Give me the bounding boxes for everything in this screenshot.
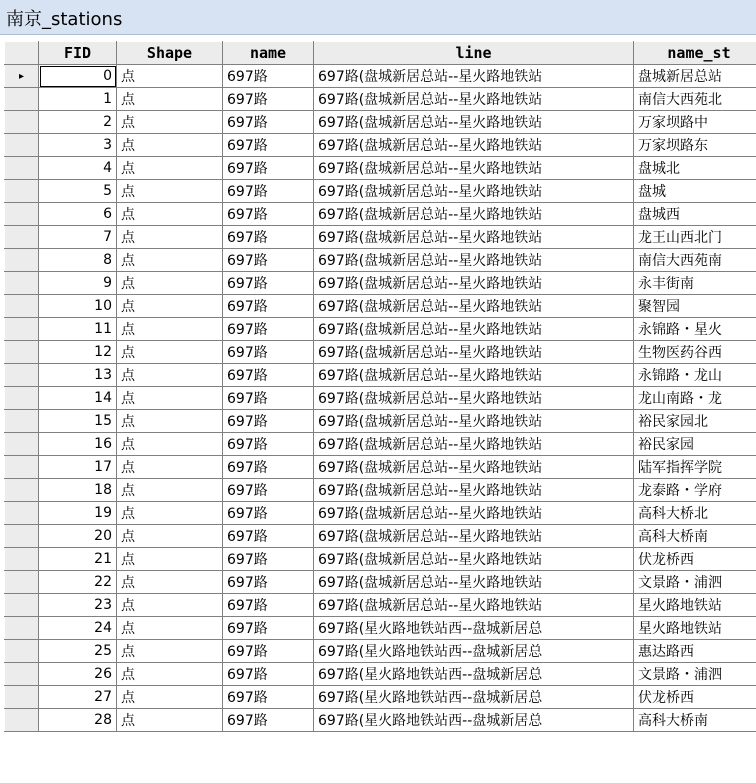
table-row[interactable] [5,525,756,548]
row-selector[interactable] [5,295,39,318]
name-cell[interactable]: 697路 [223,525,314,548]
name-cell[interactable]: 697路 [223,249,314,272]
row-selector[interactable] [5,433,39,456]
row-selector[interactable] [5,65,39,88]
table-row[interactable] [5,617,756,640]
row-selector[interactable] [5,272,39,295]
fid-cell[interactable]: 17 [39,456,117,479]
name-cell[interactable]: 697路 [223,203,314,226]
name-cell[interactable]: 697路 [223,387,314,410]
column-header-name[interactable]: name [223,42,314,65]
name-cell[interactable]: 697路 [223,341,314,364]
row-selector[interactable] [5,410,39,433]
name-cell[interactable]: 697路 [223,180,314,203]
name-st-cell[interactable]: 永丰街南 [634,272,756,295]
shape-cell[interactable]: 点 [117,134,223,157]
name-st-cell[interactable]: 盘城西 [634,203,756,226]
fid-cell[interactable]: 26 [39,663,117,686]
shape-cell[interactable]: 点 [117,709,223,732]
name-st-cell[interactable]: 生物医药谷西 [634,341,756,364]
name-st-cell[interactable]: 星火路地铁站 [634,594,756,617]
table-row[interactable] [5,65,756,88]
attribute-table [0,35,756,783]
line-cell[interactable]: 697路(盘城新居总站--星火路地铁站 [314,203,634,226]
table-row[interactable] [5,341,756,364]
row-selector[interactable] [5,548,39,571]
line-cell[interactable]: 697路(星火路地铁站西--盘城新居总 [314,686,634,709]
name-cell[interactable]: 697路 [223,226,314,249]
shape-cell[interactable]: 点 [117,341,223,364]
line-cell[interactable]: 697路(盘城新居总站--星火路地铁站 [314,548,634,571]
name-st-cell[interactable]: 盘城新居总站 [634,65,756,88]
name-st-cell[interactable]: 龙山南路・龙 [634,387,756,410]
row-selector[interactable] [5,387,39,410]
attribute-grid [4,41,756,732]
row-selector[interactable] [5,203,39,226]
shape-cell[interactable]: 点 [117,686,223,709]
line-cell[interactable]: 697路(盘城新居总站--星火路地铁站 [314,341,634,364]
shape-cell[interactable]: 点 [117,571,223,594]
row-selector[interactable] [5,456,39,479]
shape-cell[interactable]: 点 [117,617,223,640]
row-selector[interactable] [5,364,39,387]
line-cell[interactable]: 697路(盘城新居总站--星火路地铁站 [314,525,634,548]
shape-cell[interactable]: 点 [117,249,223,272]
shape-cell[interactable]: 点 [117,433,223,456]
shape-cell[interactable]: 点 [117,640,223,663]
table-row[interactable] [5,663,756,686]
fid-cell[interactable]: 22 [39,571,117,594]
name-cell[interactable]: 697路 [223,111,314,134]
table-row[interactable] [5,502,756,525]
name-cell[interactable]: 697路 [223,272,314,295]
window-title: 南京_stations [6,9,123,30]
table-row[interactable] [5,157,756,180]
line-cell[interactable]: 697路(星火路地铁站西--盘城新居总 [314,709,634,732]
fid-cell[interactable]: 9 [39,272,117,295]
row-selector[interactable] [5,134,39,157]
line-cell[interactable]: 697路(盘城新居总站--星火路地铁站 [314,157,634,180]
table-row[interactable] [5,456,756,479]
fid-cell[interactable]: 21 [39,548,117,571]
fid-cell[interactable]: 7 [39,226,117,249]
name-st-cell[interactable]: 伏龙桥西 [634,686,756,709]
line-cell[interactable]: 697路(盘城新居总站--星火路地铁站 [314,479,634,502]
fid-cell[interactable]: 28 [39,709,117,732]
name-st-cell[interactable]: 高科大桥南 [634,525,756,548]
table-row[interactable] [5,295,756,318]
table-row[interactable] [5,571,756,594]
column-header-line[interactable]: line [314,42,634,65]
name-cell[interactable]: 697路 [223,456,314,479]
column-header-name-st[interactable]: name_st [634,42,756,65]
table-row[interactable] [5,548,756,571]
fid-cell[interactable]: 20 [39,525,117,548]
table-row[interactable] [5,134,756,157]
name-st-cell[interactable]: 高科大桥北 [634,502,756,525]
shape-cell[interactable]: 点 [117,548,223,571]
row-selector[interactable] [5,571,39,594]
line-cell[interactable]: 697路(盘城新居总站--星火路地铁站 [314,456,634,479]
line-cell[interactable]: 697路(盘城新居总站--星火路地铁站 [314,134,634,157]
shape-cell[interactable]: 点 [117,594,223,617]
table-row[interactable] [5,226,756,249]
name-cell[interactable]: 697路 [223,88,314,111]
name-cell[interactable]: 697路 [223,65,314,88]
name-st-cell[interactable]: 惠达路西 [634,640,756,663]
line-cell[interactable]: 697路(盘城新居总站--星火路地铁站 [314,272,634,295]
name-cell[interactable]: 697路 [223,157,314,180]
row-selector[interactable] [5,640,39,663]
column-header-fid[interactable]: FID [39,42,117,65]
window-titlebar [0,0,756,35]
name-st-cell[interactable]: 万家坝路东 [634,134,756,157]
line-cell[interactable]: 697路(盘城新居总站--星火路地铁站 [314,502,634,525]
fid-cell[interactable]: 3 [39,134,117,157]
shape-cell[interactable]: 点 [117,502,223,525]
line-cell[interactable]: 697路(盘城新居总站--星火路地铁站 [314,387,634,410]
name-st-cell[interactable]: 陆军指挥学院 [634,456,756,479]
fid-cell[interactable]: 18 [39,479,117,502]
table-row[interactable] [5,640,756,663]
shape-cell[interactable]: 点 [117,65,223,88]
name-st-cell[interactable]: 南信大西苑南 [634,249,756,272]
shape-cell[interactable]: 点 [117,272,223,295]
fid-cell[interactable]: 5 [39,180,117,203]
name-st-cell[interactable]: 裕民家园 [634,433,756,456]
header-row [5,42,756,65]
shape-cell[interactable]: 点 [117,410,223,433]
row-selector[interactable] [5,709,39,732]
table-row[interactable] [5,364,756,387]
shape-cell[interactable]: 点 [117,525,223,548]
name-cell[interactable]: 697路 [223,663,314,686]
line-cell[interactable]: 697路(盘城新居总站--星火路地铁站 [314,318,634,341]
line-cell[interactable]: 697路(星火路地铁站西--盘城新居总 [314,640,634,663]
name-st-cell[interactable]: 高科大桥南 [634,709,756,732]
name-st-cell[interactable]: 龙王山西北门 [634,226,756,249]
line-cell[interactable]: 697路(盘城新居总站--星火路地铁站 [314,594,634,617]
fid-cell[interactable]: 8 [39,249,117,272]
shape-cell[interactable]: 点 [117,479,223,502]
table-row[interactable] [5,249,756,272]
line-cell[interactable]: 697路(盘城新居总站--星火路地铁站 [314,364,634,387]
line-cell[interactable]: 697路(盘城新居总站--星火路地铁站 [314,249,634,272]
row-selector[interactable] [5,157,39,180]
name-cell[interactable]: 697路 [223,548,314,571]
shape-cell[interactable]: 点 [117,226,223,249]
name-st-cell[interactable]: 盘城北 [634,157,756,180]
name-st-cell[interactable]: 盘城 [634,180,756,203]
table-row[interactable] [5,318,756,341]
row-selector[interactable] [5,88,39,111]
line-cell[interactable]: 697路(星火路地铁站西--盘城新居总 [314,617,634,640]
shape-cell[interactable]: 点 [117,387,223,410]
line-cell[interactable]: 697路(盘城新居总站--星火路地铁站 [314,65,634,88]
fid-cell[interactable]: 24 [39,617,117,640]
line-cell[interactable]: 697路(盘城新居总站--星火路地铁站 [314,571,634,594]
name-cell[interactable]: 697路 [223,364,314,387]
shape-cell[interactable]: 点 [117,111,223,134]
table-row[interactable] [5,111,756,134]
line-cell[interactable]: 697路(盘城新居总站--星火路地铁站 [314,180,634,203]
fid-cell[interactable]: 1 [39,88,117,111]
fid-cell[interactable]: 25 [39,640,117,663]
table-row[interactable] [5,180,756,203]
fid-cell[interactable]: 15 [39,410,117,433]
fid-cell[interactable]: 23 [39,594,117,617]
name-cell[interactable]: 697路 [223,433,314,456]
line-cell[interactable]: 697路(星火路地铁站西--盘城新居总 [314,663,634,686]
name-cell[interactable]: 697路 [223,134,314,157]
table-row[interactable] [5,387,756,410]
row-selector[interactable] [5,341,39,364]
shape-cell[interactable]: 点 [117,88,223,111]
name-cell[interactable]: 697路 [223,410,314,433]
fid-cell[interactable]: 6 [39,203,117,226]
row-selector[interactable] [5,686,39,709]
fid-cell[interactable]: 0 [39,65,117,88]
line-cell[interactable]: 697路(盘城新居总站--星火路地铁站 [314,226,634,249]
fid-cell[interactable]: 10 [39,295,117,318]
name-cell[interactable]: 697路 [223,571,314,594]
shape-cell[interactable]: 点 [117,364,223,387]
fid-cell[interactable]: 27 [39,686,117,709]
table-row[interactable] [5,203,756,226]
shape-cell[interactable]: 点 [117,157,223,180]
table-row[interactable] [5,594,756,617]
fid-cell[interactable]: 12 [39,341,117,364]
line-cell[interactable]: 697路(盘城新居总站--星火路地铁站 [314,88,634,111]
name-st-cell[interactable]: 南信大西苑北 [634,88,756,111]
name-cell[interactable]: 697路 [223,640,314,663]
table-row[interactable] [5,433,756,456]
shape-cell[interactable]: 点 [117,203,223,226]
name-st-cell[interactable]: 万家坝路中 [634,111,756,134]
fid-cell[interactable]: 13 [39,364,117,387]
name-st-cell[interactable]: 永锦路・龙山 [634,364,756,387]
row-selector[interactable] [5,318,39,341]
name-st-cell[interactable]: 文景路・浦泗 [634,571,756,594]
name-st-cell[interactable]: 龙泰路・学府 [634,479,756,502]
table-row[interactable] [5,272,756,295]
name-cell[interactable]: 697路 [223,318,314,341]
name-st-cell[interactable]: 星火路地铁站 [634,617,756,640]
line-cell[interactable]: 697路(盘城新居总站--星火路地铁站 [314,433,634,456]
select-all-header[interactable] [5,42,39,65]
shape-cell[interactable]: 点 [117,295,223,318]
row-selector[interactable] [5,663,39,686]
row-selector[interactable] [5,525,39,548]
name-cell[interactable]: 697路 [223,686,314,709]
name-st-cell[interactable]: 裕民家园北 [634,410,756,433]
table-row[interactable] [5,88,756,111]
name-cell[interactable]: 697路 [223,502,314,525]
row-selector[interactable] [5,502,39,525]
fid-cell[interactable]: 14 [39,387,117,410]
table-body [5,65,756,732]
table-row[interactable] [5,709,756,732]
fid-cell[interactable]: 16 [39,433,117,456]
table-row[interactable] [5,479,756,502]
table-row[interactable] [5,410,756,433]
table-row[interactable] [5,686,756,709]
row-selector[interactable] [5,617,39,640]
name-st-cell[interactable]: 文景路・浦泗 [634,663,756,686]
line-cell[interactable]: 697路(盘城新居总站--星火路地铁站 [314,111,634,134]
line-cell[interactable]: 697路(盘城新居总站--星火路地铁站 [314,295,634,318]
shape-cell[interactable]: 点 [117,180,223,203]
row-selector[interactable] [5,180,39,203]
row-selector[interactable] [5,594,39,617]
name-cell[interactable]: 697路 [223,295,314,318]
name-cell[interactable]: 697路 [223,479,314,502]
column-header-shape[interactable]: Shape [117,42,223,65]
fid-cell[interactable]: 11 [39,318,117,341]
line-cell[interactable]: 697路(盘城新居总站--星火路地铁站 [314,410,634,433]
fid-cell[interactable]: 4 [39,157,117,180]
name-cell[interactable]: 697路 [223,594,314,617]
fid-cell[interactable]: 2 [39,111,117,134]
current-row-indicator-icon: ▸ [18,70,25,82]
fid-cell[interactable]: 19 [39,502,117,525]
row-selector[interactable] [5,249,39,272]
row-selector[interactable] [5,111,39,134]
shape-cell[interactable]: 点 [117,456,223,479]
name-cell[interactable]: 697路 [223,617,314,640]
shape-cell[interactable]: 点 [117,318,223,341]
name-cell[interactable]: 697路 [223,709,314,732]
shape-cell[interactable]: 点 [117,663,223,686]
name-st-cell[interactable]: 聚智园 [634,295,756,318]
name-st-cell[interactable]: 永锦路・星火 [634,318,756,341]
name-st-cell[interactable]: 伏龙桥西 [634,548,756,571]
row-selector[interactable] [5,226,39,249]
row-selector[interactable] [5,479,39,502]
